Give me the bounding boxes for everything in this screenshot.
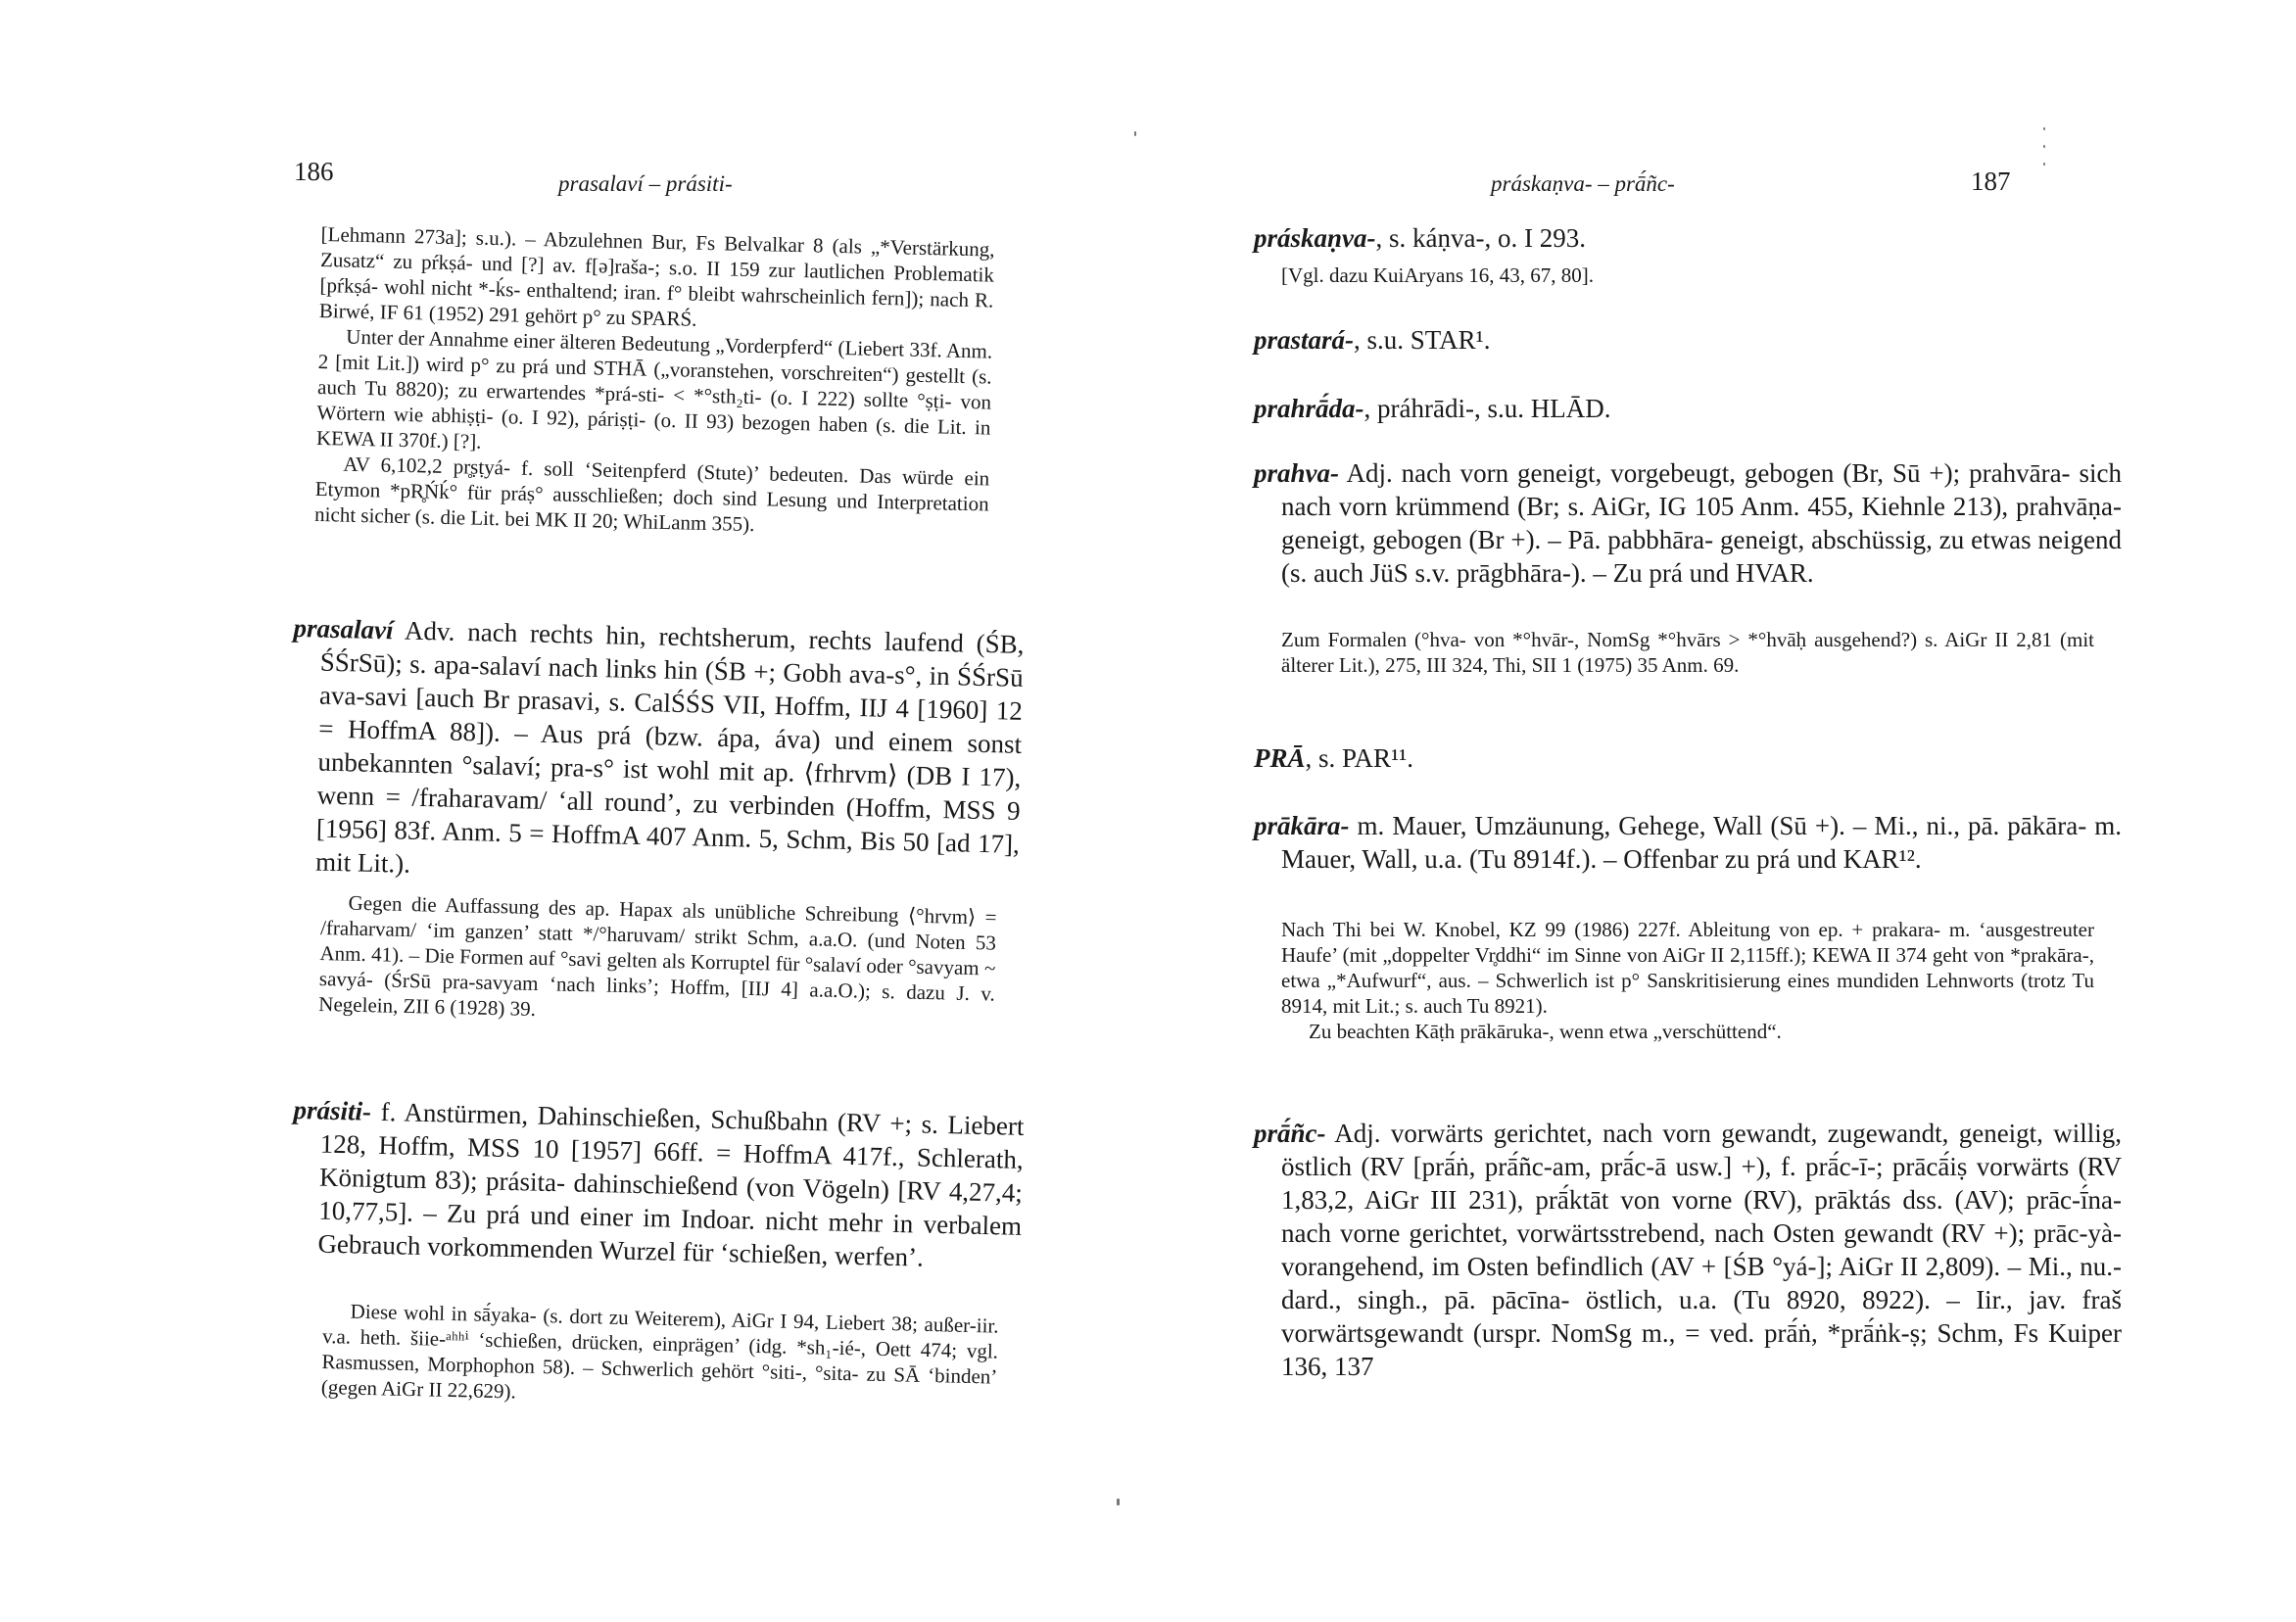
- note-paragraph: Nach Thi bei W. Knobel, KZ 99 (1986) 227f. Ableitung von ep. + prakara- m. ‘ausgestreuter Haufe’ (mit „doppelter Vr̥ddhi“ im Sinne von AiGr II 2,115ff.); KEWA II 374 geht von *prakāra-, etwa „*Aufwurf“, aus. – Schwerlich ist p° Sanskritisierung eines mundiden Lehnworts (trotz Tu 8914, mit Lit.; s. auch Tu 8921).: [1281, 918, 2094, 1018]
- entry-PRA: [1254, 741, 2122, 775]
- running-head-right: práskaṇva- – prā́ñc-: [1491, 171, 1675, 196]
- page-number-right: 187: [1971, 167, 2011, 196]
- scan-speck: [1134, 131, 1136, 136]
- note-prahva: [1281, 627, 2094, 678]
- note-praskanva: [1281, 262, 2094, 288]
- note-prakara: [1281, 917, 2094, 1044]
- scan-speck: [1117, 1499, 1120, 1505]
- entry-lemma: prā́ñc-: [1254, 1119, 1326, 1148]
- note-block-3: [321, 1298, 999, 1415]
- entry-text: m. Mauer, Umzäunung, Gehege, Wall (Sū +). – Mi., ni., pā. pākāra- m. Mauer, Wall, u.a. (Tu 8914f.). – Offenbar zu prá und KAR¹².: [1281, 811, 2122, 874]
- note-paragraph: [Lehmann 273a]; s.u.). – Abzulehnen Bur, Fs Belvalkar 8 (als „*Verstärkung, Zusatz“ zu pŕkṣá- und [?] av. f[ə]raša-; s.o. II 159 zur lautlichen Problematik [pŕkṣá- wohl nicht *-ḱs- enthaltend; iran. f° bleibt wahrscheinlich fern]); nach R. Birwé, IF 61 (1952) 291 gehört p° zu SPARŚ.: [318, 221, 995, 331]
- note-block-2: [318, 889, 997, 1032]
- note-paragraph: AV 6,102,2 pr̥ṣṭyá- f. soll ‘Seitenpferd (Stute)’ bedeuten. Das würde ein Etymon *pR̥Ńḱ° für práṣ° ausschließen; doch sind Lesung und Interpretation nicht sicher (s. die Lit. bei MK II 20; WhiLanm 355).: [313, 452, 990, 537]
- entry-pranc: [1254, 1117, 2122, 1383]
- entry-lemma: prasalaví: [293, 612, 394, 645]
- entry-text: , s.u. STAR¹.: [1354, 325, 1491, 355]
- entry-text: , práhrādi-, s.u. HLĀD.: [1363, 394, 1611, 423]
- entry-lemma: prākāra-: [1254, 811, 1350, 840]
- note-paragraph: Zum Formalen (°hva- von *°hvār-, NomSg *°hvārs > *°hvāḥ ausgehend?) s. AiGr II 2,81 (mit älterer Lit.), 275, III 324, Thi, SII 1 (1975) 35 Anm. 69.: [1281, 628, 2094, 677]
- entry-text: Adj. vorwärts gerichtet, nach vorn gewandt, zugewandt, geneigt, willig, östlich (RV [prā́ṅ, prā́ñc-am, prā́c-ā usw.] +), f. prā́c-ī-; prācā́iṣ vorwärts (RV 1,83,2, AiGr III 231), prā́ktāt von vorne (RV), prāktás dss. (AV); prāc-ī́na- nach vorne gerichtet, vorwärtsstrebend, nach Osten gewandt (RV +); prāc-yà- vorangehend, im Osten befindlich (AV + [ŚB °yá-]; AiGr II 2,809). – Mi., nu.-dard., singh., pā. pācīna- östlich, u.a. (Tu 8920, 8922). – Iir., jav. fraš vorwärtsgewandt (urspr. NomSg m., = ved. prā́ṅ, *prā́ṅk-ṣ; Schm, Fs Kuiper 136, 137: [1281, 1119, 2122, 1381]
- entry-prasalavi: [288, 611, 1025, 894]
- running-head-left: prasalaví – prásiti-: [558, 171, 733, 196]
- entry-text: Adj. nach vorn geneigt, vorgebeugt, gebogen (Br, Sū +); prahvāra- sich nach vorn krümmend (Br; s. AiGr, IG 105 Anm. 455, Kiehnle 213), prahvāṇa- geneigt, gebogen (Br +). – Pā. pabbhāra- geneigt, abschüssig, zu etwas neigend (s. auch JüS s.v. prāgbhāra-). – Zu prá und HVAR.: [1281, 458, 2122, 588]
- page-number-left: 186: [294, 157, 334, 186]
- entry-text: f. Anstürmen, Dahinschießen, Schußbahn (RV +; s. Liebert 128, Hoffm, MSS 10 [1957] 66ff. = HoffmA 417f., Schlerath, Königtum 83); prásita- dahinschießend (von Vögeln) [RV 4,27,4; 10,77,5]. – Zu prá und einer im Indoar. nicht mehr in verbalem Gebrauch vorkommenden Wurzel für ‘schießen, werfen’.: [317, 1097, 1025, 1272]
- scan-speck: [2043, 163, 2045, 166]
- entry-text: , s. káṇva-, o. I 293.: [1375, 223, 1586, 253]
- scan-speck: [2043, 145, 2045, 148]
- entry-lemma: prastará-: [1254, 325, 1355, 355]
- entry-prakara: [1254, 809, 2122, 876]
- note-paragraph: Diese wohl in sā́yaka- (s. dort zu Weiterem), AiGr I 94, Liebert 38; außer-iir. v.a. heth. šiie-ᵃʰʰⁱ ‘schießen, drücken, einprägen’ (idg. *sh₁-ié-, Oett 474; vgl. Rasmussen, Morphophon 58). – Schwerlich gehört °siti-, °sita- zu SĀ ‘binden’ (gegen AiGr II 22,629).: [320, 1299, 999, 1404]
- scan-speck: [2043, 127, 2045, 130]
- entry-prahrada: [1254, 392, 2122, 425]
- entry-prahva: [1254, 456, 2122, 590]
- entry-lemma: práskaṇva-: [1254, 223, 1376, 253]
- entry-prastara: [1254, 323, 2122, 357]
- entry-lemma: prahrā́da-: [1254, 394, 1364, 423]
- note-paragraph: Zu beachten Kāṭh prākāruka-, wenn etwa „verschüttend“.: [1309, 1020, 1782, 1043]
- right-page: [1148, 0, 2296, 1622]
- note-block-1: [314, 221, 995, 543]
- entry-praskanva: [1254, 221, 2122, 255]
- note-paragraph: Gegen die Auffassung des ap. Hapax als unübliche Schreibung ⟨°hrvm⟩ = /fraharvam/ ‘im ganzen’ statt */°haruvam/ strikt Schm, a.a.O. (und Noten 53 Anm. 41). – Die Formen auf °savi gelten als Korruptel für °salaví oder °savyam ~ savyá- (ŚrSū pra-savyam ‘nach links’; Hoffm, [IIJ 4] a.a.O.); s. dazu J. v. Negelein, ZII 6 (1928) 39.: [318, 890, 997, 1021]
- note-paragraph: [Vgl. dazu KuiAryans 16, 43, 67, 80].: [1281, 263, 1595, 287]
- entry-lemma: prásiti-: [293, 1094, 372, 1126]
- note-paragraph: Unter der Annahme einer älteren Bedeutung „Vorderpferd“ (Liebert 33f. Anm. 2 [mit Lit.]) wird p° zu prá und STHĀ („voranstehen, vorschreiten“) gestellt (s. auch Tu 8820); zu erwartendes *prá-sti- < *°sth₂ti- (o. I 222) sollte °ṣṭi- von Wörtern wie abhiṣṭi- (o. I 92), páriṣṭi- (o. II 93) bezogen haben (s. die Lit. in KEWA II 370f.) [?].: [315, 324, 993, 453]
- entry-prasiti: [290, 1093, 1025, 1276]
- entry-lemma: PRĀ: [1254, 743, 1306, 773]
- entry-text: , s. PAR¹¹.: [1305, 743, 1414, 773]
- entry-lemma: prahva-: [1254, 458, 1339, 488]
- entry-text: Adv. nach rechts hin, rechtsherum, rechts laufend (ŚB, ŚŚrSū); s. apa-salaví nach links hin (ŚB +; Gobh ava-s°, in ŚŚrSū ava-savi [auch Br prasavi, s. CalŚŚS VII, Hoffm, IIJ 4 [1960] 12 = HoffmA 88]). – Aus prá (bzw. ápa, áva) und einem sonst unbekannten °salaví; pra-s° ist wohl mit ap. ⟨frhrvm⟩ (DB I 17), wenn = /fraharavam/ ‘all round’, zu verbinden (Hoffm, MSS 9 [1956] 83f. Anm. 5 = HoffmA 407 Anm. 5, Schm, Bis 50 [ad 17], mit Lit.).: [314, 615, 1025, 879]
